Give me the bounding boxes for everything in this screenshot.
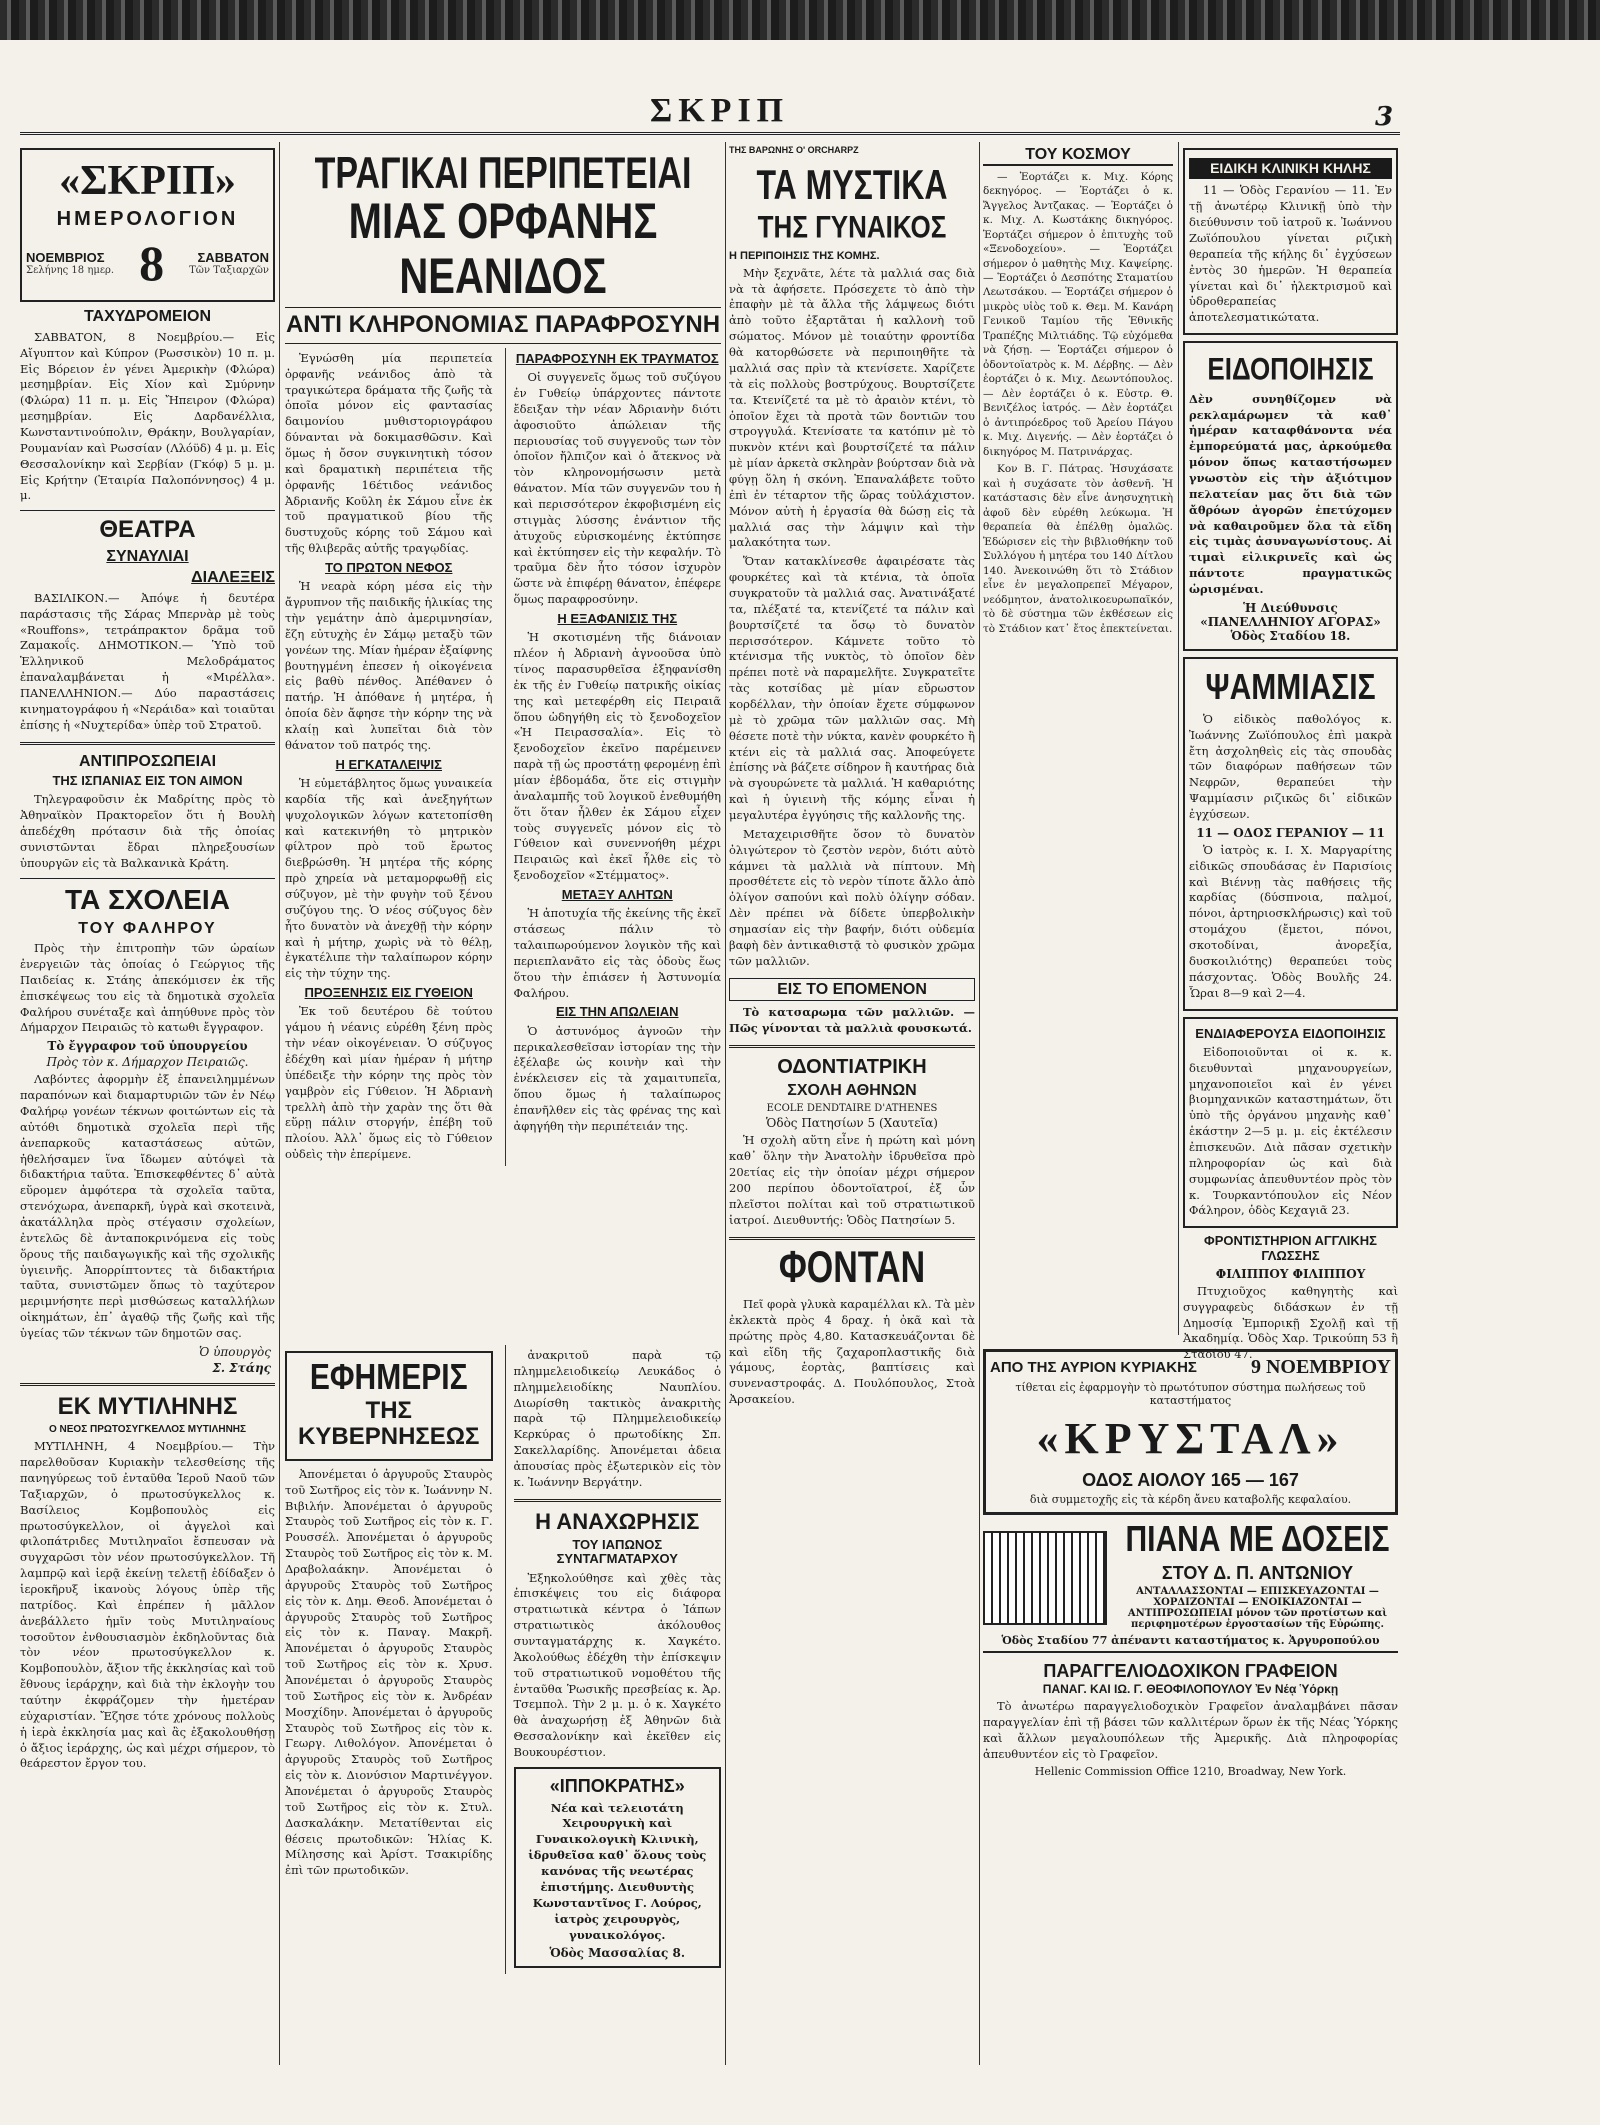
page-number: 3	[1375, 102, 1394, 132]
gazette-heading: ΕΦΗΜΕΡΙΣ	[309, 1357, 468, 1398]
embassies-subheading: ΤΗΣ ΙΣΠΑΝΙΑΣ ΕΙΣ ΤΟΝ ΑΙΜΟΝ	[52, 773, 243, 789]
weekday-label: ΣΑΒΒΑΤΟΝ	[197, 250, 269, 266]
piano-heading: ΠΙΑΝΑ ΜΕ ΔΟΣΕΙΣ	[1125, 1519, 1390, 1560]
gazette-box	[285, 1351, 493, 1461]
hippocrates-address: Ὁδὸς Μασσαλίας 8.	[549, 1946, 686, 1961]
hippocrates-title: «ΙΠΠΟΚΡΑΤΗΣ»	[549, 1775, 685, 1796]
section-perdition: ΕΙΣ ΤΗΝ ΑΠΩΛΕΙΑΝ	[556, 1004, 679, 1020]
piano-subheading: ΣΤΟΥ Δ. Π. ΑΝΤΩΝΙΟΥ	[1161, 1563, 1354, 1583]
interest-text: Εἰδοποιοῦνται οἱ κ. κ. διευθυνταὶ μηχανουργείων, μηχανοποιεῖοι καὶ ἐν γένει βιομηχανικῶν καταστημάτων, ὅτι ὑπὸ τῆς ὀργάνου μηχανὴς καθ᾽ ἑκάστην 2—5 μ. μ. εἰς ἐκτέλεσιν ἐπισκευῶν. Διὰ πᾶσαν σχετικὴν πληροφορίαν ὡς καὶ διὰ συμφωνίας ἀπευθυντέον πρὸς τὸν κ. Τουρκαντόπουλον εἰς Νέον Φάληρον, ὁδὸς Κεχαγιᾶ 23.	[1189, 1044, 1392, 1218]
column-divider	[979, 142, 980, 2065]
orders-subheading: ΠΑΝΑΓ. ΚΑΙ ΙΩ. Γ. ΘΕΟΦΙΛΟΠΟΥΛΟΥ Ἐν Νέᾳ Ὑόρκῃ	[1042, 1682, 1339, 1696]
mytilene-text: ΜΥΤΙΛΗΝΗ, 4 Νοεμβρίου.— Τὴν παρελθοῦσαν Κυριακὴν τελεσθείσης τῆς πανηγύρεως τοῦ ἐνταῦθα Ἱεροῦ Ναοῦ τῶν Ταξιαρχῶν, ὁ πρωτοσύγκελλος κ. Βασίλειος Κομβοπουλὸς εἰς πρωτοσύγκελλον, οἱ ἀγγελοὶ καὶ φιλοπάτριδες Μυτιληναῖοι ἔσπευσαν νὰ συγχαρῶσι τὸν νέον πρωτοσύγκελλον. Τῆ λαμπρῷ καὶ ἱερᾷ ἐκείνῃ τελετῇ ἐδίδαξεν ὁ ἱεροκῆρυξ ἱκανοὺς λόγους ὑπὲρ τῆς πατρίδος. Καὶ ἐπρέπεν ἡ μᾶλλον ἀνεβάλλετο ἡμῖν τοὺς Μυτιληναίους τοσοῦτον ἐνθουσιασμὸν ἐκδηλοῦντας διὰ τὸν νέον πρωτοσύγκελλον κ. Κομβοπουλὸν, ἄξιον τῆς ἐκκλησίας καὶ τοῦ ἔθνους ἱεράρχην, καὶ διὰ τὴν ἐκλογὴν του ταύτην ἐκφράζομεν τὴν ἡμετέραν εὐχαριστίαν. Ἔζησε τότε χρόνους πολλοὺς ἡ ἱερὰ ἐκκλησία μας καὶ ἂς ἐξακολουθήσῃ ὁ ἄξιος ἱεράρχης, ὡς καὶ μέχρι σήμερον, τὸ θεάρεστον ἔργον του.	[20, 1439, 275, 1771]
cardiology-text: Ὁ ἰατρὸς κ. Ι. Χ. Μαργαρίτης εἰδικῶς σπουδάσας ἐν Παρισίοις καὶ Βιέννῃ τὰς παθήσεις τῆς καρδίας (δύσπνοια, παλμοί, πόνοι, ἀρτηριοσκλήρωσις) καὶ τοῦ στομάχου (ἔμετοι, πόνοι, σκοτοδίναι, ἀνορεξία, δυσκοιλιότης) θεραπεύει τοὺς πάσχοντας. Ὁδὸς Βουλῆς 24. Ὧραι 8—9 καὶ 2—4.	[1189, 842, 1392, 1000]
hippocrates-text: Νέα καὶ τελειοτάτη Χειρουργικὴ καὶ Γυναικολογικὴ Κλινικὴ, ἱδρυθεῖσα καθ᾽ ὅλους τοὺς κανόνας τῆς νεωτέρας ἐπιστήμης. Διευθυντὴς Κωνσταντῖνος Γ. Λούρος, ἰατρὸς χειρουργὸς, γυναικολόγος.	[528, 1800, 707, 1942]
novel-section: Η ΠΕΡΙΠΟΙΗΣΙΣ ΤΗΣ ΚΟΜΗΣ.	[729, 249, 880, 262]
novel-subtitle: ΤΗΣ ΓΥΝΑΙΚΟΣ	[757, 209, 947, 246]
masthead	[0, 92, 1600, 132]
hippocrates-ad	[514, 1767, 722, 1969]
piano-icon	[983, 1531, 1107, 1625]
schools-heading: ΤΑ ΣΧΟΛΕΙΑ	[65, 883, 230, 915]
novel-text-2: Ὅταν κατακλίνεσθε ἀφαιρέσατε τὰς φουρκέτες καὶ τὰ κτένια, τὰ ὁποῖα συγκρατοῦν τὰ μαλλιά σας. Ἀνατινάξατέ τα, πλέξατέ τα, κτενίζετέ τα πάλιν καὶ βουρτσίζετέ τα ὅσῳ τὸ δυνατὸν περισσότερον. Κάμνετε τοῦτο τὸ κτένισμα τῆς νυκτὸς, τὸ ὁποῖον δὲν πρέπει ποτὲ νὰ παραμελῆτε. Συγκρατεῖτε τὰς κοτσίδας μὲ μίαν εὔρωστον κορδέλλαν, τὴν ὁποίαν ἔχετε σύμφωνον μὲ τὸ χρῶμα τῶν μαλλιῶν σας. Μὴ θέσετε ποτὲ τὴν νύκτα, κανὲν φουρκέτο ἢ κτένι εἰς τὰ μαλλιά σας. Ἀποφεύγετε ἐπίσης νὰ βάζετε σίδηρον ἢ καυτήρας διὰ νὰ σγουρώνετε τὰ μαλλιά. Ἡ καθαριότης καὶ ἡ ὑγιεινὴ τῆς κόμης εἶναι ἡ μεγαλυτέρα ἐγγύησις τῆς καλλονῆς της.	[729, 554, 975, 822]
judicial-text: ἀνακριτοῦ παρὰ τῷ πλημμελειοδικείῳ Λευκάδος ὁ πλημμελειοδίκης Ναυπλίου. Διωρίσθη τακτικὸς ἀνακριτὴς παρὰ τῷ Πλημμελειοδικείῳ Κερκύρας ὁ πρωτοδίκης Σπ. Σακελλαρίδης. Ἀπονέμεται ἀδεια ἀπουσίας πρὸς ἐξωτερικὸν εἰς τὸν κ. Ἰωάννην Βεργάτην.	[513, 1348, 721, 1489]
theatre-text: ΒΑΣΙΛΙΚΟΝ.— Ἀπόψε ἡ δευτέρα παράστασις τῆς Σάρας Μπερνὰρ μὲ τοὺς «Rouffons», τετράπρακτον δρᾶμα τοῦ Ζαμακοΐς. ΔΗΜΟΤΙΚΟΝ.— Ὑπὸ τοῦ Ἑλληνικοῦ Μελοδράματος ἐπαναλαμβάνεται ἡ «Μιρέλλα». ΠΑΝΕΛΛΗΝΙΟΝ.— Δύο παραστάσεις κινηματογράφου ἡ «Νεράιδα» καὶ τοιαῦται ἐπίσης ἡ «Νυχτερίδα» ὑπὲρ τοῦ Στρατοῦ.	[20, 590, 275, 732]
saint-note: Τῶν Ταξιαρχῶν	[189, 265, 269, 277]
section-abandonment: Η ΕΓΚΑΤΑΛΕΙΨΙΣ	[335, 756, 442, 772]
month-label: ΝΟΕΜΒΡΙΟΣ	[26, 250, 105, 266]
dental-address: Ὁδὸς Πατησίων 5 (Χαυτεῖα)	[766, 1116, 938, 1131]
column-4	[983, 142, 1173, 1335]
theatre-heading: ΘΕΑΤΡΑ	[99, 516, 196, 544]
section-gytheio: ΠΡΟΞΕΝΗΣΙΣ ΕΙΣ ΓΥΘΕΙΟΝ	[304, 985, 473, 1001]
column-2	[285, 142, 721, 1335]
section-trauma: ΠΑΡΑΦΡΟΣΥΝΗ ΕΚ ΤΡΑΥΜΑΤΟΣ	[515, 350, 719, 366]
day-number: 8	[139, 235, 165, 292]
psammiasis-text: Ὁ εἰδικὸς παθολόγος κ. Ἰωάννης Ζωϊόπουλος ἐπὶ μακρὰ ἔτη ἀσχοληθεὶς εἰς τὰς σπουδὰς τῶν διαφόρων παθήσεων τῶν Νεφρῶν, θεραπεύει τὴν Ψαμμίασιν ριζικῶς δι᾽ εἰδικῶν ἐγχύσεων.	[1189, 711, 1392, 822]
krystal-title: «ΚΡΥΣΤΑΛ»	[1036, 1414, 1345, 1463]
sunday-heading: ΑΠΟ ΤΗΣ ΑΥΡΙΟΝ ΚΥΡΙΑΚΗΣ	[990, 1359, 1197, 1376]
article-part1: Ἡ νεαρὰ κόρη μέσα εἰς τὴν ἄγρυπνον τῆς παιδικῆς ἡλικίας της τὴν γεμάτην ἀπὸ ἀμεριμνησίαν, ἔζη εὐτυχὴς ἐν Σάμῳ μεταξὺ τῶν γονέων της. Μίαν ἡμέραν ἐξαίφνης βουτηγμένη ἐπεσεν ἡ οἰκογένεια εἰς βαθὺ πένθος. Ἀπέθανεν ὁ πατήρ. Ἡ ἀπόθανε ἡ μητέρα, ἡ ὁποία δὲν ἄφησε τὴν κόρην της νὰ κλαίῃ καὶ λυπεῖται διὰ τὸν θάνατον τοῦ πατρός της.	[285, 579, 493, 752]
embassies-heading: ΑΝΤΙΠΡΟΣΩΠΕΙΑΙ	[78, 752, 217, 770]
sunday-text: τίθεται εἰς ἐφαρμογὴν τὸ πρωτότυπον σύστημα πωλήσεως τοῦ καταστήματος	[1015, 1381, 1366, 1407]
clinic-box	[1183, 148, 1398, 335]
novel-text-3: Μεταχειρισθῆτε ὅσον τὸ δυνατὸν ὀλιγώτερον τὸ ζεστὸν νερὸν, διότι αὐτὸ κάμνει τὰ μαλλιὰ νὰ πίπτουν. Μὴ προσθέτετε εἰς τὸ νερὸν τίποτε ἄλλο ἀπὸ ὀλίγον σαπούνι καὶ πολὺ ὀλίγην σόδαν. Δὲν πρέπει νὰ δίδετε ὑπερβολικὴν σημασίαν εἰς τὴν βαφήν, διότι οὐδεμία βαφὴ δὲν ἀντικαθιστᾷ τὸ φυσικὸν χρῶμα τῶν μαλλιῶν.	[729, 826, 975, 968]
orders-text: Τὸ ἀνωτέρω παραγγελιοδοχικὸν Γραφεῖον ἀναλαμβάνει πᾶσαν παραγγελίαν ἐπὶ τῇ βάσει τῶν καλλιτέρων ὅρων ἐκ τῆς Νέας Ὑόρκης καὶ ἄλλων μεγαλουπόλεων τῆς Ἀμερικῆς. Διὰ πληροφορίας ἀπευθυντέον εἰς τὸ Γραφεῖον.	[983, 1699, 1398, 1761]
masthead-rule	[20, 132, 1400, 135]
interest-heading: ΕΝΔΙΑΦΕΡΟΥΣΑ ΕΙΔΟΠΟΙΗΣΙΣ	[1195, 1025, 1386, 1041]
column-divider	[1178, 142, 1179, 1335]
piano-text: ΑΝΤΑΛΛΑΣΣΟΝΤΑΙ — ΕΠΙΣΚΕΥΑΖΟΝΤΑΙ — ΧΟΡΔΙΖΟΝΤΑΙ — ΕΝΟΙΚΙΑΖΟΝΤΑΙ — ΑΝΤΙΠΡΟΣΩΠΕΙΑΙ μόνον τῶν προτίστων καὶ περιφημοτέρων ἐργοστασίων τῆς Εὐρώπης.	[1127, 1586, 1388, 1630]
english-school-text: Πτυχιοῦχος καθηγητὴς καὶ συγγραφεὺς διδάσκων ἐν τῇ Δημοσίᾳ Ἐμπορικῇ Σχολῇ καὶ τῇ Ἀκαδημίᾳ. Ὁδὸς Χαρ. Τρικούπη 53 ἢ Σταδίου 47.	[1183, 1283, 1398, 1362]
novel-text-1: Μὴν ξεχνᾶτε, λέτε τὰ μαλλιά σας διὰ νὰ τὰ ἀφήσετε. Πρόσεχετε τὸ ἀπὸ τὴν ἐπαφὴν μὲ τὰ ἄλλα τῆς λάμψεως διότι ἀπὸ τοῦτο ἐξαρτᾶται ἡ καλλονὴ τοῦ σώματος. Μόνον μὲ τοιαύτην φροντίδα θὰ κατορθώσετε νὰ περιποιηθῆτε τὰ μαλλιά σας πρὶν τὰ κτενίσετε. Χαρίζετε τὰ εἰς πολλοὺς βοστρύχους. Βουρτσίζετε τα. Κτενίζετέ τα μὲ τὸ ἀραιὸν κτένι, τὸ ὁποῖον ἔχει τὰ προτὰ τῶν δοντιῶν του στρογγυλά. Κτενίσατε τα κατόπιν μὲ τὸ πυκνὸν κτένι καὶ βουρτσίζετέ τα πάλιν μὲ μίαν ἀρκετὰ σκληρὰν βούρτσαν διὰ νὰ φύγῃ ὅλη ἡ σκόνη. Ἐπαναλάβετε τοῦτο ἐπὶ ἐν τέταρτον τῆς ὥρας τοὐλάχιστον. Μόνον αὐτὴ ἡ ἐργασία θὰ δώσῃ εἰς τὰ μαλλιά σας τὴν λάμψιν καὶ τὴν μαλακότητα των.	[729, 265, 975, 550]
section-disappearance: Η ΕΞΑΦΑΝΙΣΙΣ ΤΗΣ	[557, 610, 678, 626]
schools-letter-text: Λαβόντες ἀφορμὴν ἐξ ἐπανειλημμένων παραπόνων καὶ διαμαρτυριῶν τῶν ἐν Νέῳ Φαλήρῳ γονέων τέκνων φοιτώντων εἰς τὰ αὐτόθι δημοτικὰ σχολεῖα περὶ τῆς ἀνεπαρκοῦς καταστάσεως αὐτῶν, ἠθελήσαμεν ἵνα ἴδωμεν αὐτόψεὶ τὰ διδακτήρια ταῦτα. Ἐπισκεφθέντες δ᾽ αὐτὰ εὕρομεν ἀμφότερα τὰ σχολεῖα ταῦτα, στενόχωρα, ἀνεπαρκῆ, ὑγρὰ καὶ σκοτεινὰ, ἀκατάλληλα πρὸς στέγασιν σχολείων, ἐντελῶς δὲ ἀνταποκρινόμενα εἰς τοὺς ὅρους τῆς παιδαγωγικῆς καὶ τῆς σχολικῆς ὑγιεινῆς. Ἀπορρίπτοντες τὰ διδακτήρια ταῦτα, συνιστῶμεν ὅπως τὸ ταχύτερον μεριμνήσητε περὶ μισθώσεως καταλλήλων οἰκημάτων, ἐπ᾽ ἀγαθῷ τῆς ζωῆς καὶ τῆς ὑγείας τῶν τέκνων τῶν δημοτῶν σας.	[20, 1072, 275, 1341]
krystal-address: ΟΔΟΣ ΑΙΟΛΟΥ 165 — 167	[1082, 1470, 1299, 1490]
psammiasis-heading: ΨΑΜΜΙΑΣΙΣ	[1205, 667, 1376, 708]
signature-title: Ὁ ὑπουργὸς	[199, 1344, 271, 1359]
column-5	[1183, 142, 1398, 1362]
column-1	[20, 142, 275, 2065]
krystal-ad	[983, 1349, 1398, 1515]
departure-heading: Η ΑΝΑΧΩΡΗΣΙΣ	[535, 1508, 700, 1534]
schools-letter-recipient: Πρὸς τὸν κ. Δήμαρχον Πειραιῶς.	[46, 1055, 249, 1070]
clinic-heading: ΕΙΔΙΚΗ ΚΛΙΝΙΚΗ ΚΗΛΗΣ	[1189, 158, 1392, 179]
lectures-heading: ΔΙΑΛΕΞΕΙΣ	[191, 569, 275, 587]
headline-tragic: ΤΡΑΓΙΚΑΙ ΠΕΡΙΠΕΤΕΙΑΙ	[314, 149, 692, 199]
notice-box	[1183, 341, 1398, 651]
concerts-heading: ΣΥΝΑΥΛΙΑΙ	[106, 547, 189, 565]
section-vagrants: ΜΕΤΑΞΥ ΑΛΗΤΩΝ	[561, 887, 673, 903]
orders-heading: ΠΑΡΑΓΓΕΛΙΟΔΟΧΙΚΟΝ ΓΡΑΦΕΙΟΝ	[1043, 1661, 1338, 1681]
notice-text: Δὲν συνηθίζομεν νὰ ρεκλαμάρωμεν τὰ καθ᾽ ἡμέραν καταφθάνοντα νέα ἐμπορεύματά μας, ἀρκούμεθα μόνον ὅπως καταστήσωμεν γνωστὸν εἰς τὴν ἀξιότιμον πελατείαν μας ὅτι διὰ τῶν ἄθρόων ἀγορῶν ἐπετύχομεν νὰ καθαιροῦμεν ὅλα τὰ εἴδη εἰς τιμὰς ἀσυναγωνίστους. Αἱ τιμαὶ εἰλικρινεῖς καὶ ὡς πάντοτε πραγματικῶς ὡρισμέναι.	[1189, 391, 1392, 597]
next-issue-text: Τὸ κατσαρωμα τῶν μαλλιῶν. — Πῶς γίνονται τὰ μαλλιὰ φουσκωτά.	[729, 1005, 975, 1036]
novel-title: ΤΑ ΜΥΣΤΙΚΑ	[756, 161, 948, 209]
novel-kicker: ΤΗΣ ΒΑΡΩΝΗΣ Ο' ORCHARPZ	[729, 145, 859, 155]
world-text: — Ἑορτάζει κ. Μιχ. Κόρης δεκηγόρος. — Ἑορτάζει ὁ κ. Ἄγγελος Ἀντζακας. — Ἑορτάζει ὁ κ. Μιχ. Λ. Κωστάκης δικηγόρος. Ἑορτάζει σήμερον ὁ ἐπιτυχὴς τοῦ «Ξενοδοχείου». — Ἑορτάζει σήμερον ὁ μαθητὴς Μιχ. Καψείρης. — Ἑορτάζει ὁ Δεσπότης Σταματίου Λεωτσάκου. — Ἑορτάζει σήμερον ὁ μικρὸς υἱὸς τοῦ κ. Θεμ. Μ. Κανάρη Γενικοῦ Ταμίου τῆς Ἐθνικῆς Τραπέζης Μιλτιάδης. Τῷ εὐχόμεθα νὰ ζήσῃ. — Ἑορτάζει σήμερον ὁ ὀδοντοϊατρὸς κ. Μ. Δέρβης. — Δὲν ἑορτάζει ὁ κ. Μιχ. Δεωντόπουλος. — Δὲν ἑορτάζει ὁ κ. Εὐστρ. Θ. Βενιζέλος ἰατρός. — Δὲν ἑορτάζει ὁ ἀντιπρόεδρος τοῦ Ἀρείου Πάγου κ. Μιχ. Διγενής. — Δὲν ἑορτάζει ὁ δικηγόρος Μ. Πατρινάρχας.	[983, 170, 1173, 458]
krystal-text: διὰ συμμετοχῆς εἰς τὰ κέρδη ἄνευ καταβολῆς κεφαλαίου.	[1029, 1493, 1352, 1506]
schools-text: Πρὸς τὴν ἐπιτροπὴν τῶν ὡραίων ἐνεργειῶν τὰς ὁποίας ὁ Γεώργιος τῆς Παιδείας κ. Στάης ἀπεκόμισεν ἐκ τῆς ἐπισκέψεως του εἰς τὰ δημοτικὰ σχολεῖα Φαλήρου συνέταξε καὶ ἀπηύθυνε πρὸς τὸν Δήμαρχον Πειραιῶς τὸ κατωθι ἔγγραφον.	[20, 941, 275, 1035]
piano-address: Ὁδὸς Σταδίου 77 ἀπέναντι καταστήματος κ. Ἀργυροπούλου	[983, 1634, 1398, 1653]
article-part3: Ἐκ τοῦ δευτέρου δὲ τούτου γάμου ἡ νέανις εὐρέθη ξένη πρὸς τὴν νέαν οἰκογένειαν. Ὁ σύζυγος ἐδέχθη καὶ μίαν ἡμέραν ἡ μήτηρ ὑπέδειξε τὴν κόρην της πρὸς τὸν γαμβρὸν εἰς Γύθειον. Ἡ Ἀδριανὴ τρελλὴ ἀπὸ τὴν χαρὰν της ὅτι θὰ εὕρῃ πάλιν στοργήν, ἐπέβη τοῦ πλοίου. Ἀλλ᾽ ὅμως εἰς τὸ Γύθειον οὐδεὶς τὴν ἐπερίμενε.	[285, 1004, 493, 1162]
lower-center-block	[285, 1345, 721, 2065]
dental-subheading: ΣΧΟΛΗ ΑΘΗΝΩΝ	[787, 1081, 917, 1099]
dental-heading: ΟΔΟΝΤΙΑΤΡΙΚΗ	[777, 1055, 927, 1078]
column-3	[729, 142, 975, 2065]
dental-text: Ἡ σχολὴ αὕτη εἶνε ἡ πρώτη καὶ μόνη καθ᾽ ὅλην τὴν Ἀνατολὴν ἱδρυθεῖσα πρὸ 20ετίας εἰς τὴν ὁποίαν μέχρι σήμερον 200 περίπου ὀδοντοϊατροί, ἐξ ὧν πλεῖστοι πολίται καὶ τοῦ στρατιωτικοῦ ἰατροί. Διευθυντής: Ὁδὸς Πατησίων 5.	[729, 1133, 975, 1227]
embassies-text: Τηλεγραφοῦσιν ἐκ Μαδρίτης πρὸς τὸ Ἀθηναϊκὸν Πρακτορεῖον ὅτι ἡ Βουλὴ ἀπεδέχθη πρότασιν διὰ τῆς ὁποίας συνιστῶνται ἔδραι πληρεξουσίων ὑπουργῶν εἰς τὰ Βαλκανικὰ Κράτη.	[20, 792, 275, 870]
world-heading: ΤΟΥ ΚΟΣΜΟΥ	[983, 146, 1173, 166]
signature-name: Σ. Στάης	[212, 1360, 271, 1375]
section-first-cloud: ΤΟ ΠΡΩΤΟΝ ΝΕΦΟΣ	[325, 559, 453, 575]
interest-box	[1183, 1017, 1398, 1229]
english-school-name: ΦΙΛΙΠΠΟΥ ΦΙΛΙΠΠΟΥ	[1215, 1266, 1366, 1281]
mytilene-heading: ΕΚ ΜΥΤΙΛΗΝΗΣ	[57, 1392, 238, 1420]
fontan-heading: ΦΟΝΤΑΝ	[778, 1242, 926, 1293]
scanned-top-border	[0, 0, 1600, 40]
sunday-date: 9 ΝΟΕΜΒΡΙΟΥ	[1250, 1356, 1391, 1378]
headline-orphan: ΜΙΑΣ ΟΡΦΑΝΗΣ ΝΕΑΝΙΔΟΣ	[348, 194, 658, 305]
moon-note: Σελήνης 18 ημερ.	[26, 265, 115, 277]
gazette-subheading: ΤΗΣ ΚΥΒΕΡΝΗΣΕΩΣ	[298, 1397, 480, 1451]
english-school-heading: ΦΡΟΝΤΙΣΤΗΡΙΟΝ ΑΓΓΛΙΚΗΣ ΓΛΩΣΣΗΣ	[1204, 1233, 1377, 1263]
schools-letter-title: Τὸ ἔγγραφον τοῦ ὑπουργείου	[47, 1039, 248, 1054]
subhead-madness: ΑΝΤΙ ΚΛΗΡΟΝΟΜΙΑΣ ΠΑΡΑΦΡΟΣΥΝΗ	[285, 307, 721, 343]
fontan-text: Πεῖ φορὰ γλυκὰ καραμέλλαι κλ. Τὰ μὲν ἐκλεκτὰ πρὸς 4 δραχ. ἡ ὀκᾶ καὶ τὰ πρώτης πρὸς 4,80. Κατασκευάζονται δὲ καὶ εἴδη τῆς ζαχαροπλαστικῆς διὰ γάμους, ἑορτὰς, βαπτίσεις καὶ συνεναστροφάς. Δ. Πουλόπουλος, Στοὰ Ἀρσακείου.	[729, 1297, 976, 1407]
almanac-title: «ΣΚΡΙΠ»	[59, 158, 236, 204]
almanac-subtitle: ΗΜΕΡΟΛΟΓΙΟΝ	[56, 208, 239, 231]
psammiasis-address: 11 — ΟΔΟΣ ΓΕΡΑΝΙΟΥ — 11	[1196, 825, 1385, 840]
dental-french-name: ECOLE DENDTAIRE D'ATHENES	[766, 1103, 938, 1115]
article-part2: Ἡ εὐμετάβλητος ὅμως γυναικεία καρδία τῆς καὶ ἀνεξηγήτων ψυχολογικῶν λόγων κατετοπίσθη καὶ κατεκινήθη τὸ μητρικὸν φίλτρον πρὸ τοῦ ἔρωτος διεβρώσθη. Ἡ μητέρα τῆς κόρης πρὸ χηρεία νὰ μεταμορφωθῇ εἰς σύζυγον, μὲ τὴν φυγὴν τοῦ ξένου συζύγου της. Ὁ νέος σύζυγος δὲν ἦτο δυνατὸν νὰ ἀνεχθῇ τὴν κόρην καὶ ἡ μήτηρ, χωρὶς νὰ τὸ θέλῃ, ἐγκατέλιπε τὴν ταλαίπωρον κόρην εἰς τὴν τύχην της.	[285, 776, 493, 981]
wide-ads-block	[983, 1343, 1398, 1780]
clinic-text: 11 — Ὁδὸς Γερανίου — 11. Ἐν τῇ ἀνωτέρῳ Κλινικῇ ὑπὸ τὴν διεύθυνσιν τοῦ ἰατροῦ κ. Ἰωάννου Ζωϊόπουλου γίνεται ριζικὴ θεραπεία τῆς κήλης δι᾽ ἐγχύσεων ἐντὸς 30 ἡμερῶν. Ἡ θεραπεία γίνεται καὶ δι᾽ ἠλεκτρισμοῦ καὶ ὑδροθεραπείας ἀποτελεσματικώτατα.	[1189, 183, 1392, 325]
article-part5: Ἡ σκοτισμένη τῆς διάνοιαν πλέον ἡ Ἀδριανὴ ἀγνοοῦσα ὑπὸ τίνος παρασυρθεῖσα ἐξηφανίσθη ἐκ τῆς ἐν Γυθείῳ πατρικῆς οἰκίας της καὶ μετεφέρθη εἰς Πειραιᾶ ὅπου ὡδηγήθη εἰς τὸ ξενοδοχεῖον «Ἡ Πειρασσαλία». Εἰς τὸ ξενοδοχεῖον ἐκεῖνο παρέμεινεν παρὰ τῇ ὡς προστάτῃ φερομένῃ ἐπὶ μίαν ἑβδομάδα, ὅτε εἰς στιγμὴν ἀναλαμπῆς τοῦ λογικοῦ ἐνεθυμήθη ὅτι ὅταν ἦλθεν ἐκ Σάμου εἶχεν τοὺς συγγενεῖς μόνον εἰς τὸ Γύθειον καὶ συνεννοήθη μέχρι Πειραιῶς καὶ ἐκεῖ ἦλθε εἰς τὸ ξενοδοχεῖον «Στέμματος».	[513, 630, 721, 883]
article-part4: Οἱ συγγενεῖς ὅμως τοῦ συζύγου ἐν Γυθείῳ ὑπάρχοντες πάντοτε ἔδειξαν τὴν νέαν Ἀδριανὴν διότι ἀφοσιοῦτο ἀπώλειαν τῆς περιουσίας τοῦ συγγενοῦς των τὸν ὁποῖον ἤλπιζον καὶ ὁ ἄτεκνος νὰ τὸν κληρονομήσωσιν μετὰ θάνατον. Μία τῶν συγγενῶν του ἡ καὶ περισσότερον ἐκφοβισμένη εἰς στιγμὰς λύσσης ἐνάντιον τῆς ἀτυχοῦς εὐρισκομένης ἐκτύπησε καὶ ἐκτύπησεν εἰς τὴν κεφαλήν. Τὸ τραῦμα δὲν ἦτο τόσον ἰσχυρὸν ὥστε νὰ ἐπιφέρῃ θάνατον, ἐπέφερε ὅμως παραφροσύνην.	[513, 370, 721, 607]
gazette-text: Ἀπονέμεται ὁ ἀργυροῦς Σταυρὸς τοῦ Σωτῆρος εἰς τὸν κ. Ἰωάννην Ν. Βιβιλήν. Ἀπονέμεται ὁ ἀργυροῦς Σταυρὸς τοῦ Σωτῆρος εἰς τὸν κ. Γ. Ρουσσέλ. Ἀπονέμεται ὁ ἀργυροῦς Σταυρὸς τοῦ Σωτῆρος εἰς τὸν κ. Μ. Δραβολαάκην. Ἀπονέμεται ὁ ἀργυροῦς Σταυρὸς τοῦ Σωτῆρος εἰς τὸν κ. Δημ. Θεοδ. Ἀπονέμεται ὁ ἀργυροῦς Σταυρὸς τοῦ Σωτῆρος εἰς τὸν κ. Παναγ. Μακρῆ. Ἀπονέμεται ὁ ἀργυροῦς Σταυρὸς τοῦ Σωτῆρος εἰς τὸν κ. Χρυσ. Ἀπονέμεται ὁ ἀργυροῦς Σταυρὸς τοῦ Σωτῆρος εἰς τὸν κ. Ἀνδρέαν Μοσχίδην. Ἀπονέμεται ὁ ἀργυροῦς Σταυρὸς τοῦ Σωτῆρος εἰς τὸν κ. Γεωργ. Λιθολόγον. Ἀπονέμεται ὁ ἀργυροῦς Σταυρὸς τοῦ Σωτῆρος εἰς τὸν κ. Διονύσιον Μαρτινέγγον. Ἀπονέμεται ὁ ἀργυροῦς Σταυρὸς τοῦ Σωτῆρος εἰς τὸν κ. Στυλ. Δασκαλάκην. Μετατίθενται εἰς θέσεις πρωτοδικῶν: Ἡλίας Κ. Μίλησσης καὶ Ἀρίστ. Τσακιρίδης ἐπὶ τῶν πρωτοδικῶν.	[285, 1466, 493, 1878]
psammiasis-box	[1183, 657, 1398, 1011]
newspaper-title: ΣΚΡΙΠ	[650, 92, 790, 129]
post-text: ΣΑΒΒΑΤΟΝ, 8 Νοεμβρίου.— Εἰς Αἴγυπτον καὶ Κύπρον (Ρωσσικὸν) 10 π. μ. Εἰς Βόρειον ἐν γένει Ἀμερικὴν (Φλώρα) μεσημβρίαν. Εἰς Χίον καὶ Σμύρνην (Φλώρα) 11 π. μ. Εἰς Ἤπειρον (Φλώρα) μεσημβρίαν. Εἰς Δαρδανέλλια, Κωνσταντινούπολιν, Θράκην, Βουλγαρίαν, Ρουμανίαν καὶ Ρωσσίαν (Λλόϋδ) 4 μ. μ. Εἰς Θεσσαλονίκην καὶ Σερβίαν (Γκόφ) 5 μ. μ. Εἰς Κρήτην (Ἑταιρία Παλοπόννησος) 4 μ. μ.	[20, 329, 275, 503]
almanac-box	[20, 148, 275, 302]
departure-subheading: ΤΟΥ ΙΑΠΩΝΟΣ ΣΥΝΤΑΓΜΑΤΑΡΧΟΥ	[556, 1536, 678, 1567]
dateline	[26, 234, 269, 292]
departure-text: Ἐξηκολούθησε καὶ χθὲς τὰς ἐπισκέψεις του εἰς διάφορα στρατιωτικὰ κέντρα ὁ Ἰάπων στρατιωτικὸς ἀκόλουθος συνταγματάρχης κ. Χαγκέτο. Ἀκολούθως ἐδέχθη τὴν ἐπίσκεψιν τοῦ στρατιωτικοῦ νομοθέτου τῆς ἐνταῦθα Ῥωσικῆς πρεσβείας κ. Ἀρ. Τσεμπολ. Τὴν 2 μ. μ. ὁ κ. Χαγκέτο θὰ ἀναχωρήσῃ ἐξ Ἀθηνῶν διὰ Θεσσαλονίκην καὶ ἐκεῖθεν εἰς Βουκουρέστιον.	[513, 1570, 721, 1759]
schools-subheading: ΤΟΥ ΦΑΛΗΡΟΥ	[78, 919, 217, 937]
mytilene-subheading: Ο ΝΕΟΣ ΠΡΩΤΟΣΥΓΚΕΛΛΟΣ ΜΥΤΙΛΗΝΗΣ	[48, 1424, 247, 1436]
post-heading: ΤΑΧΥΔΡΟΜΕΙΟΝ	[83, 308, 212, 326]
notice-heading: ΕΙΔΟΠΟΙΗΣΙΣ	[1207, 351, 1374, 388]
article-part6: Ἡ ἀποτυχία τῆς ἐκείνης τῆς ἐκεῖ στάσεως πάλιν τὸ ταλαιπωρούμενον λογικὸν τῆς καὶ περιεπλανᾶτο εἰς τὰς ὁδοὺς ἕως ὅτου τὴν ἐπιάσεν ἡ Ἀστυνομία Φαλήρου.	[513, 906, 721, 1000]
piano-ad	[983, 1519, 1398, 1632]
notice-signature: Ἡ Διεύθυνσις «ΠΑΝΕΛΛΗΝΙΟΥ ΑΓΟΡΑΣ» Ὁδὸς Σταδίου 18.	[1200, 600, 1381, 643]
column-divider	[279, 142, 280, 2065]
next-issue-heading: ΕΙΣ ΤΟ ΕΠΟΜΕΝΟΝ	[729, 978, 975, 1002]
article-part7: Ὁ ἀστυνόμος ἀγνοῶν τὴν περικαλεσθεῖσαν ἱστορίαν της τὴν ἐξέλαβε ὡς κοινὴν καὶ τὴν ἐνέκλεισεν εἰς τὰ χαμαιτυπεῖα, ὅπου ὅμως ἡ ταλαίπωρος ἐπανῆλθεν εἰς τὰς φρένας της καὶ ἀφηγήθη τὴν περιπέτειάν της.	[513, 1023, 721, 1133]
article-intro: Ἐγνώσθη μία περιπετεία ὀρφανῆς νεάνιδος ἀπὸ τὰ τραγικώτερα δράματα τῆς ζωῆς τὰ ὁποῖα μόνον εἰς φαντασίας δαιμονίου μυθιστοριογράφου δύνανται νὰ δοκιμασθῶσιν. Καὶ ὅμως ἡ ὄσον συγκινητικὴ τόσον καὶ δραματικὴ περιπέτεια τῆς ὀρφανῆς 16έτιδος νεάνιδος Ἀδριανῆς Κοῦλη ἐκ Σάμου εἶνε ἐκ τοῦ πραγματικοῦ βίου τῆς δυστυχοῦς κόρης τοῦ Σάμου καὶ τῆς θλιβερᾶς αὐτῆς τραγῳδίας.	[285, 350, 493, 556]
orders-address: Hellenic Commission Office 1210, Broadway, New York.	[1034, 1765, 1347, 1779]
world-text-2: Κον Β. Γ. Πάτρας. Ἠσυχάσατε καὶ ἡ συχάσατε τὸν ἀσθενῆ. Ἡ κατάστασις δὲν εἶνε ἀνησυχητικὴ ἀφοῦ δὲν εὑρέθη λεύκωμα. Ἡ θεραπεία θὰ ἐπέλθῃ ὁμαλῶς. Ἐδώρισεν εἰς τὴν βιβλιοθήκην τοῦ Συλλόγου ἡ μητέρα του 140 Δίτλου 140. Ἀνεκοινώθη ὅτι τὸ Στάδιον εἶνε ἐν μεγαλοπρεπεῖ Μέγαρον, νεόδμητον, ἀνατολικοευρωπαϊκόν, τὸ δὲ σύστημα τῶν ἐκθέσεων εἰς τὸ Στάδιον κατ᾽ ἔτος ἐπεκτείνεται.	[983, 463, 1173, 635]
column-divider	[725, 142, 726, 2065]
